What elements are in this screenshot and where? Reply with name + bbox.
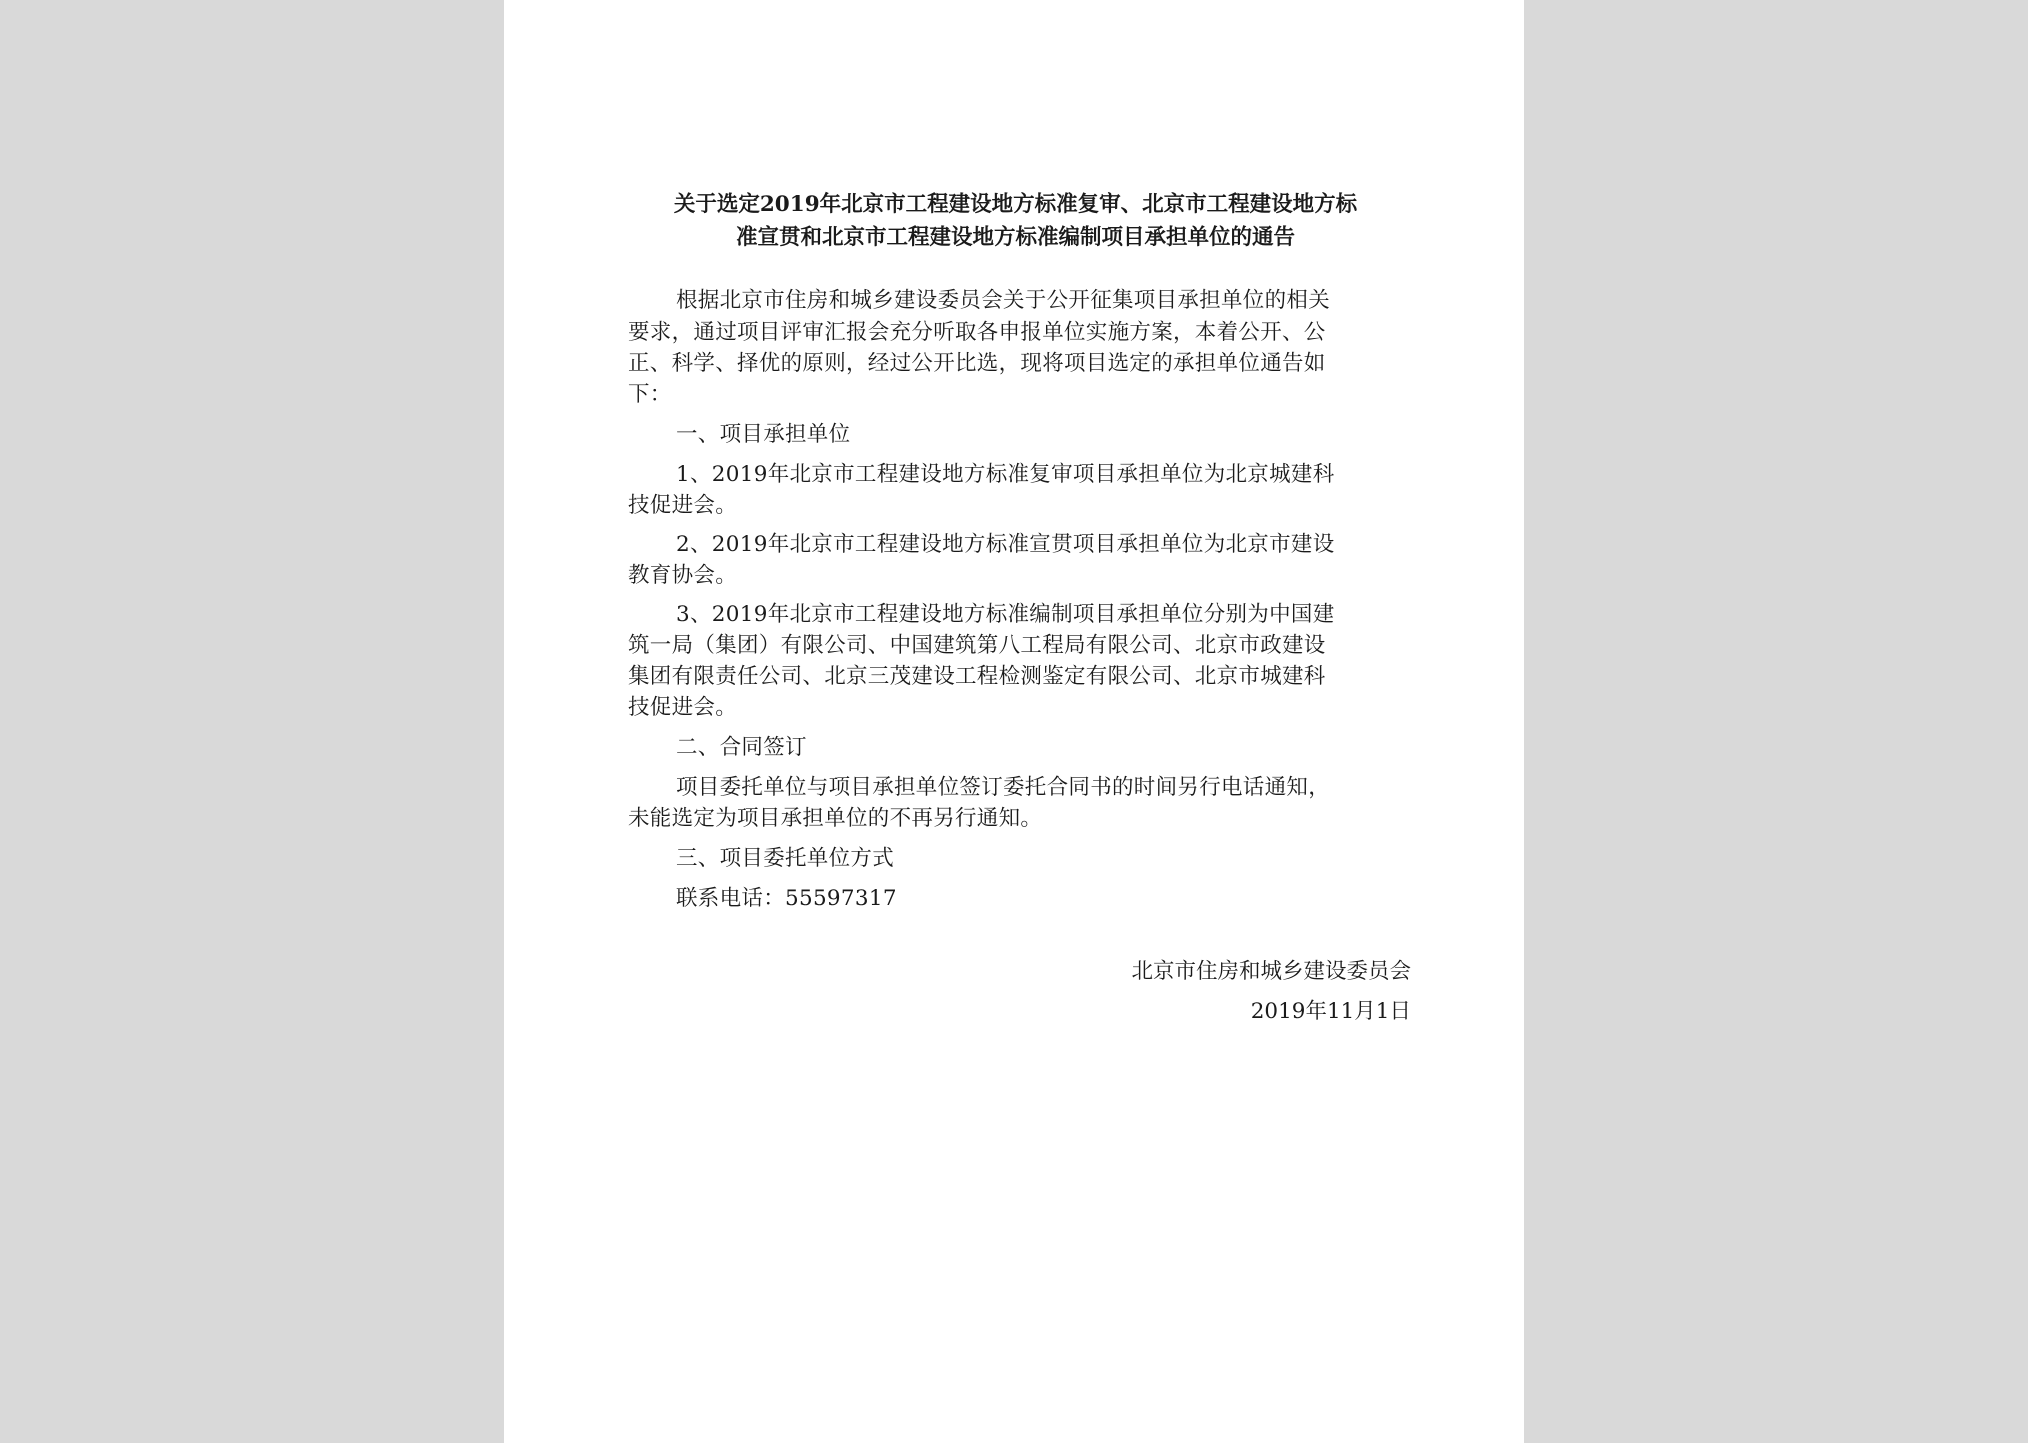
item2-line-2: 教育协会。 bbox=[628, 563, 738, 588]
contact-phone: 联系电话：55597317 bbox=[676, 886, 897, 911]
document-title-line-1: 关于选定2019年北京市工程建设地方标准复审、北京市工程建设地方标 bbox=[673, 192, 1358, 217]
item3-line-2: 筑一局（集团）有限公司、中国建筑第八工程局有限公司、北京市政建设 bbox=[628, 633, 1326, 658]
signature-organization: 北京市住房和城乡建设委员会 bbox=[1131, 959, 1411, 984]
item3-line-1: 3、2019年北京市工程建设地方标准编制项目承担单位分别为中国建 bbox=[676, 602, 1335, 627]
intro-line-1: 根据北京市住房和城乡建设委员会关于公开征集项目承担单位的相关 bbox=[676, 288, 1331, 313]
item3-line-4: 技促进会。 bbox=[628, 695, 738, 720]
signature-date: 2019年11月1日 bbox=[1250, 999, 1411, 1024]
section2-line-2: 未能选定为项目承担单位的不再另行通知。 bbox=[628, 806, 1043, 831]
intro-line-4: 下： bbox=[628, 382, 672, 407]
section3-heading: 三、项目委托单位方式 bbox=[676, 846, 895, 871]
document-title-line-2: 准宣贯和北京市工程建设地方标准编制项目承担单位的通告 bbox=[735, 225, 1295, 250]
item2-line-1: 2、2019年北京市工程建设地方标准宣贯项目承担单位为北京市建设 bbox=[676, 532, 1335, 557]
section2-heading: 二、合同签订 bbox=[676, 735, 807, 760]
intro-line-3: 正、科学、择优的原则，经过公开比选，现将项目选定的承担单位通告如 bbox=[628, 351, 1326, 376]
section1-heading: 一、项目承担单位 bbox=[676, 422, 851, 447]
intro-line-2: 要求，通过项目评审汇报会充分听取各申报单位实施方案，本着公开、公 bbox=[628, 320, 1326, 345]
item1-line-1: 1、2019年北京市工程建设地方标准复审项目承担单位为北京城建科 bbox=[676, 462, 1335, 487]
section2-line-1: 项目委托单位与项目承担单位签订委托合同书的时间另行电话通知， bbox=[676, 775, 1331, 800]
document-page bbox=[504, 0, 1524, 1443]
item1-line-2: 技促进会。 bbox=[628, 493, 738, 518]
item3-line-3: 集团有限责任公司、北京三茂建设工程检测鉴定有限公司、北京市城建科 bbox=[628, 664, 1326, 689]
